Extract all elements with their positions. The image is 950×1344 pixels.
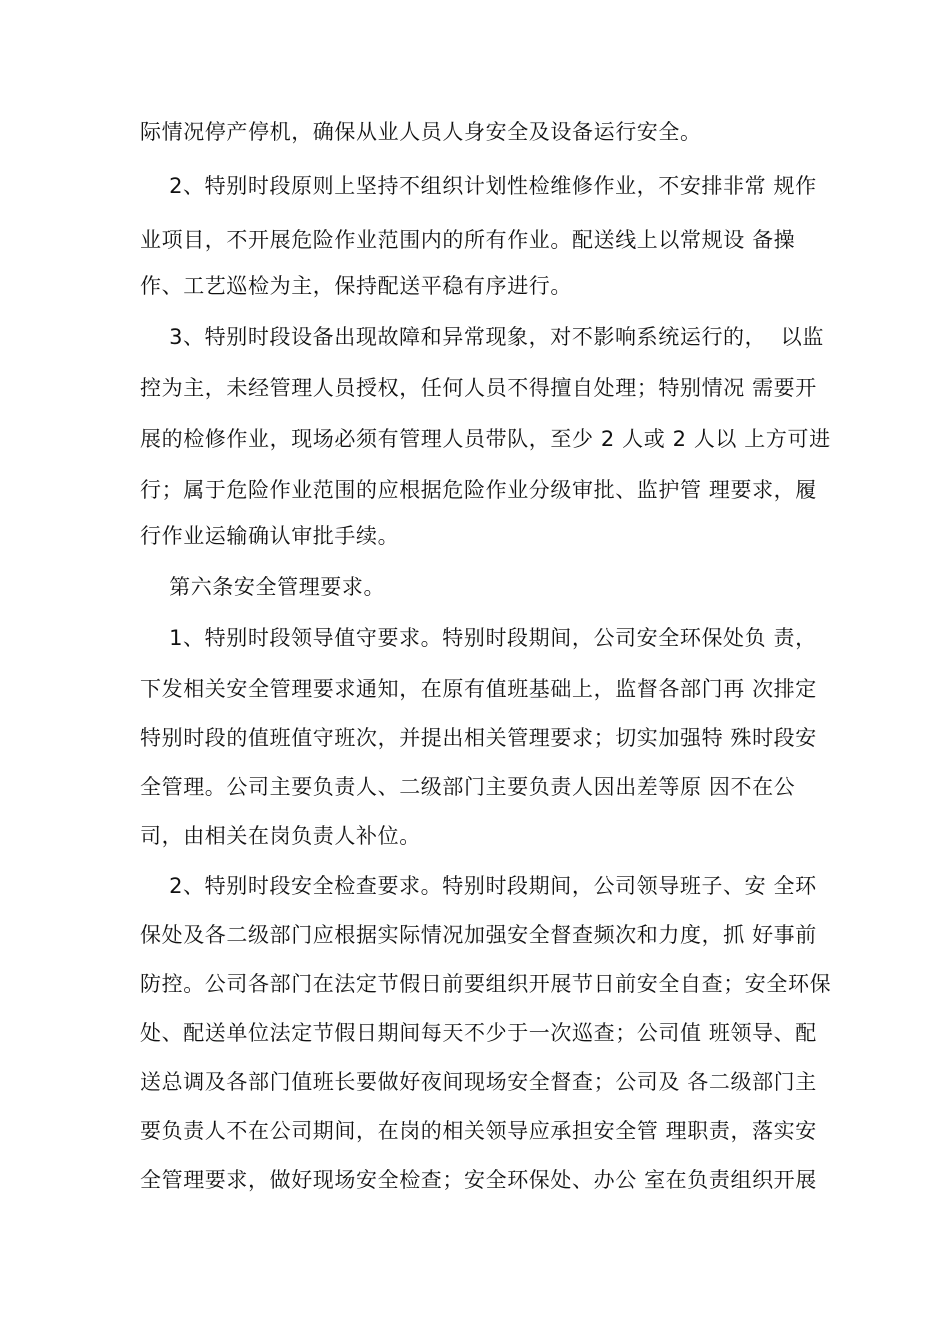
text-line: 行；属于危险作业范围的应根据危险作业分级审批、监护管 理要求，履: [140, 478, 817, 502]
text-line: 全管理。公司主要负责人、二级部门主要负责人因出差等原 因不在公: [140, 775, 796, 799]
text-line: 送总调及各部门值班长要做好夜间现场安全督查；公司及 各二级部门主: [140, 1070, 817, 1094]
text-line: 展的检修作业，现场必须有管理人员带队，至少 2 人或 2 人以 上方可进: [140, 427, 831, 451]
text-line: 际情况停产停机，确保从业人员人身安全及设备运行安全。: [140, 120, 702, 144]
text-line: 控为主，未经管理人员授权，任何人员不得擅自处理；特别情况 需要开: [140, 376, 817, 400]
text-line: 保处及各二级部门应根据实际情况加强安全督查频次和力度，抓 好事前: [140, 923, 817, 947]
text-line: 特别时段的值班值守班次，并提出相关管理要求；切实加强特 殊时段安: [140, 726, 817, 750]
text-line: 行作业运输确认审批手续。: [140, 524, 400, 548]
text-line: 业项目，不开展危险作业范围内的所有作业。配送线上以常规设 备操: [140, 228, 796, 252]
text-line: 全管理要求，做好现场安全检查；安全环保处、办公 室在负责组织开展: [140, 1168, 817, 1192]
text-line: 1、特别时段领导值守要求。特别时段期间，公司安全环保处负 责，: [140, 626, 817, 650]
text-line: 2、特别时段安全检查要求。特别时段期间，公司领导班子、安 全环: [140, 874, 817, 898]
section-heading: 第六条安全管理要求。: [140, 575, 386, 599]
text-line: 作、工艺巡检为主，保持配送平稳有序进行。: [140, 274, 572, 298]
text-line: 防控。公司各部门在法定节假日前要组织开展节日前安全自查；安全环保: [140, 972, 832, 996]
text-line: 处、配送单位法定节假日期间每天不少于一次巡查；公司值 班领导、配: [140, 1021, 817, 1045]
text-line: 要负责人不在公司期间，在岗的相关领导应承担安全管 理职责，落实安: [140, 1119, 817, 1143]
text-line: 2、特别时段原则上坚持不组织计划性检维修作业，不安排非常 规作: [140, 174, 817, 198]
text-line: 3、特别时段设备出现故障和异常现象，对不影响系统运行的， 以监: [140, 325, 825, 349]
text-line: 司，由相关在岗负责人补位。: [140, 824, 421, 848]
text-line: 下发相关安全管理要求通知，在原有值班基础上，监督各部门再 次排定: [140, 677, 817, 701]
